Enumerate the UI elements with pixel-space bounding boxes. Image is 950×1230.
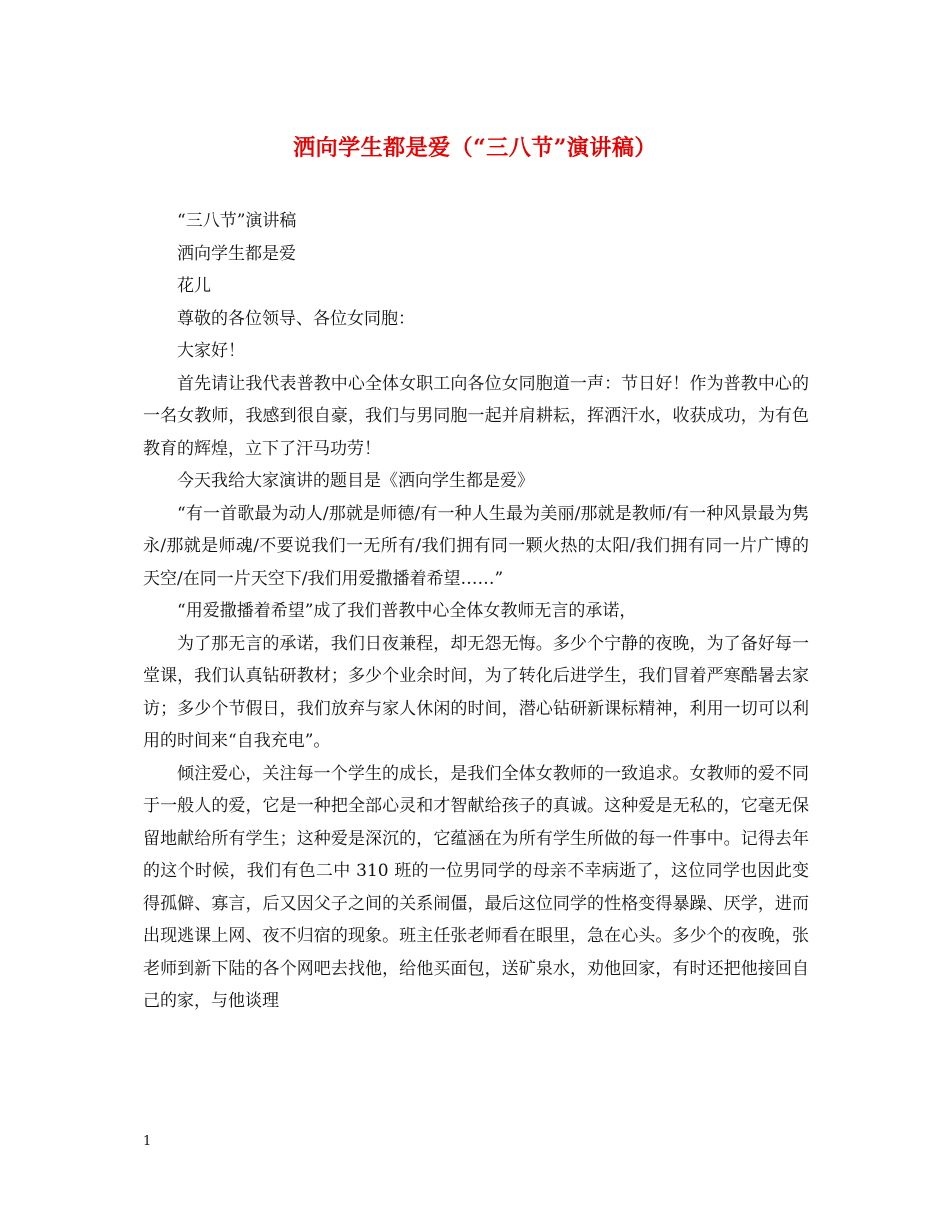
paragraph-intro: 首先请让我代表普教中心全体女职工向各位女同胞道一声：节日好！作为普教中心的一名女教师，我感到很自豪，我们与男同胞一起并肩耕耘，挥洒汗水，收获成功，为有色教育的辉煌，立下了汗马功劳！ xyxy=(143,373,809,459)
paragraph-poem: “有一首歌最为动人/那就是师德/有一种人生最为美丽/那就是教师/有一种风景最为隽永/那就是师魂/不要说我们一无所有/我们拥有同一颗火热的太阳/我们拥有同一片广博的天空/在同一片天空下/我们用爱撒播着希望……” xyxy=(143,503,809,589)
paragraph-love: 倾注爱心，关注每一个学生的成长，是我们全体女教师的一致追求。女教师的爱不同于一般人的爱，它是一种把全部心灵和才智献给孩子的真诚。这种爱是无私的，它毫无保留地献给所有学生；这种爱是深沉的，它蕴涵在为所有学生所做的每一件事中。记得去年的这个时候，我们有色二中 310 班的一位男同学的母亲不幸病逝了，这位同学也因此变得孤僻、寡言，后又因父子之间的关系闹僵，最后这位同学的性格变得暴躁、厌学，进而出现逃课上网、夜不归宿的现象。班主任张老师看在眼里，急在心头。多少个的夜晚，张老师到新下陆的各个网吧去找他，给他买面包，送矿泉水，劝他回家，有时还把他接回自己的家，与他谈理 xyxy=(143,763,809,1011)
paragraph-greeting: 大家好！ xyxy=(177,341,245,361)
paragraph-author: 花儿 xyxy=(177,276,211,296)
paragraph-dedication: 为了那无言的承诺，我们日夜兼程，却无怨无悔。多少个宁静的夜晚，为了备好每一堂课，我们认真钻研教材；多少个业余时间，为了转化后进学生，我们冒着严寒酷暑去家访；多少个节假日，我们放弃与家人休闲的时间，潜心钻研新课标精神，利用一切可以利用的时间来“自我充电”。 xyxy=(143,633,809,751)
paragraph-subtitle: 洒向学生都是爱 xyxy=(177,243,296,264)
document-body xyxy=(143,205,809,1018)
page-number: 1 xyxy=(143,1134,152,1149)
paragraph-salutation: 尊敬的各位领导、各位女同胞： xyxy=(177,308,415,329)
document-title: 洒向学生都是爱（“三八节”演讲稿） xyxy=(293,135,657,161)
paragraph-topic: 今天我给大家演讲的题目是《洒向学生都是爱》 xyxy=(177,471,534,491)
paragraph-promise: “用爱撒播着希望”成了我们普教中心全体女教师无言的承诺， xyxy=(177,601,637,621)
paragraph-occasion: “三八节”演讲稿 xyxy=(177,211,297,231)
